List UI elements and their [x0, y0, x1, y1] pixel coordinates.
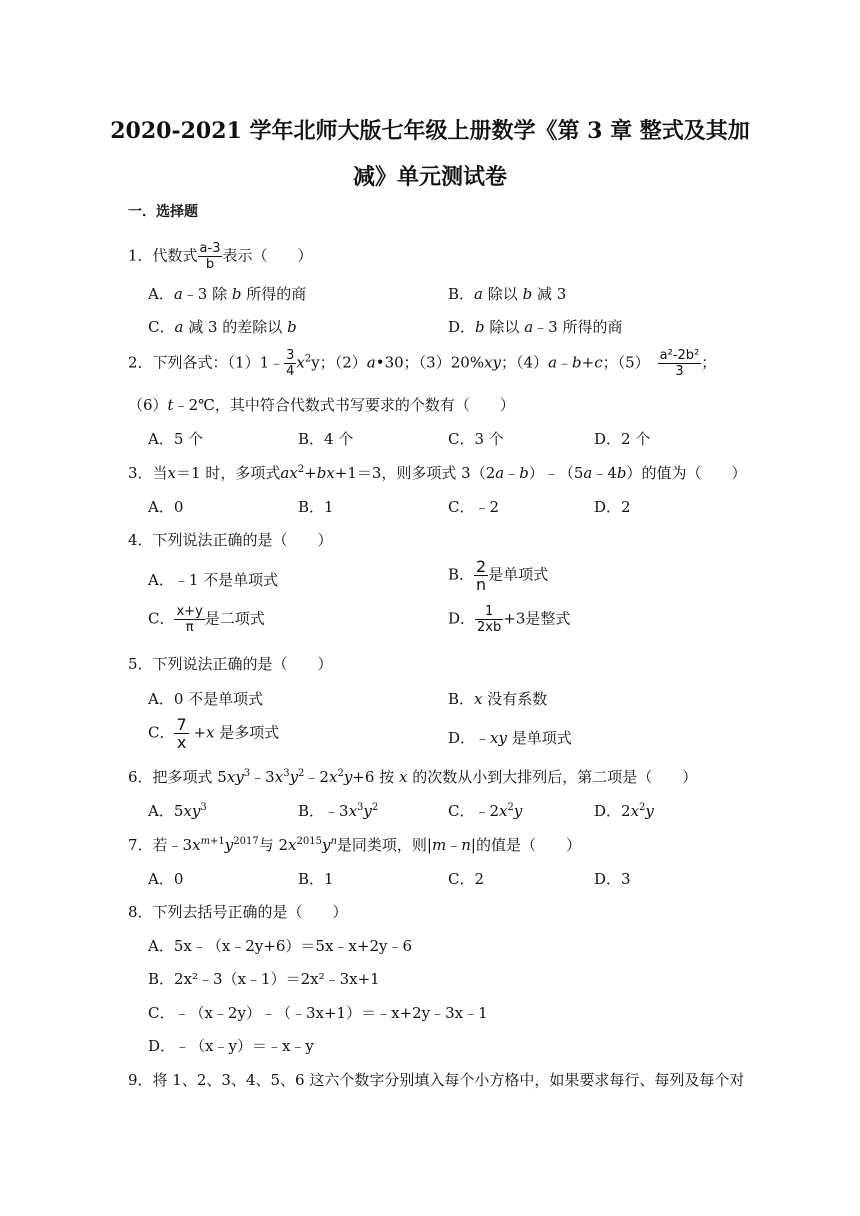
question-1-option-d: D．b 除以 a﹣3 所得的商: [448, 318, 623, 336]
question-1-option-b: B．a 除以 b 减 3: [448, 285, 567, 303]
question-6-stem: 6．把多项式 $5xy^3﹣3x^3y^2﹣2x^2y+6$ 按 x 的次数从小到大排列后，第二项是（ ）: [128, 768, 698, 786]
question-4-option-a: A．﹣1 不是单项式: [148, 571, 279, 589]
question-8-option-c: C．﹣（x﹣2y）﹣（﹣3x+1）＝﹣x+2y﹣3x﹣1: [148, 1004, 488, 1022]
question-4-stem: 4．下列说法正确的是（ ）: [128, 531, 333, 549]
section-heading: 一．选择题: [128, 204, 198, 220]
question-6-option-c: C．$﹣2x^2y$: [448, 802, 523, 820]
question-2-option-c: C．3 个: [448, 430, 504, 448]
fraction: $\frac{3}{4}$: [286, 348, 295, 379]
fraction: $\frac{1}{2xb}$: [477, 604, 502, 635]
question-8-option-d: D．﹣（x﹣y）＝﹣x﹣y: [148, 1037, 314, 1055]
question-3-stem: 3．当x＝1 时，多项式$ax^2+bx+1=3$，则多项式 3（2a﹣b）﹣（5a﹣4b）的值为（ ）: [128, 464, 747, 482]
question-3-option-b: B．1: [298, 498, 334, 516]
question-2-stem-line-2: （6）t﹣2℃，其中符合代数式书写要求的个数有（ ）: [128, 396, 515, 414]
fraction: $\frac{\text{a²-2b²}}{3}$: [659, 348, 700, 379]
question-5-option-d: D．﹣xy 是单项式: [448, 729, 572, 747]
question-6-option-a: A．$5xy^3$: [148, 802, 207, 820]
question-8-stem: 8．下列去括号正确的是（ ）: [128, 903, 348, 921]
question-3-option-a: A．0: [148, 498, 184, 516]
fraction: $\frac{7}{x}$: [176, 715, 187, 752]
question-1-option-a: A．a﹣3 除 b 所得的商: [148, 285, 307, 303]
question-6-option-b: B．$﹣3x^3y^2$: [298, 802, 379, 820]
question-2-option-a: A．5 个: [148, 430, 204, 448]
question-2-option-d: D．2 个: [594, 430, 651, 448]
question-3-option-d: D．2: [594, 498, 631, 516]
question-2-option-b: B．4 个: [298, 430, 354, 448]
question-8-option-a: A．5x﹣（x﹣2y+6）＝5x﹣x+2y﹣6: [148, 937, 413, 955]
question-3-option-c: C．﹣2: [448, 498, 500, 516]
question-2-stem: 2．下列各式：（1）1﹣ $\frac{3}{4}$ $x^2y$；（2）a•30；（3）20%xy；（4）a﹣b+c；（5） $\frac{\text{a²-2b²}}{3}$ ；: [128, 348, 717, 379]
fraction: $\frac{x+y}{\pi}$: [176, 604, 203, 635]
question-5-option-c: C． $\frac{7}{x}$ +x 是多项式: [148, 715, 280, 752]
question-5-stem: 5．下列说法正确的是（ ）: [128, 655, 333, 673]
question-5-option-a: A．0 不是单项式: [148, 690, 264, 708]
question-1-option-c: C．a 减 3 的差除以 b: [148, 318, 297, 336]
question-5-option-b: B．x 没有系数: [448, 690, 548, 708]
title-line-1: 2020-2021 学年北师大版七年级上册数学《第 3 章 整式及其加: [110, 118, 750, 144]
fraction: $\frac{a-3}{b}$: [199, 241, 221, 272]
question-8-option-b: B．2x²﹣3（x﹣1）＝2x²﹣3x+1: [148, 970, 380, 988]
question-4-option-b: B． $\frac{2}{n}$ 是单项式: [448, 557, 549, 594]
fraction: $\frac{2}{n}$: [476, 557, 487, 594]
question-1-stem: 1．代数式 $\frac{a-3}{b}$ 表示（ ）: [128, 241, 313, 272]
question-7-option-b: B．1: [298, 870, 334, 888]
question-6-option-d: D．$2x^2y$: [594, 802, 654, 820]
title-line-2: 减》单元测试卷: [352, 164, 507, 190]
question-7-stem: 7．若$﹣3x^{m+1}y^{2017}$与 $2x^{2015}y^n$是同类项，则|m﹣n|的值是（ ）: [128, 836, 581, 854]
question-7-option-d: D．3: [594, 870, 631, 888]
question-4-option-c: C． $\frac{x+y}{\pi}$ 是二项式: [148, 604, 265, 635]
question-7-option-c: C．2: [448, 870, 485, 888]
question-7-option-a: A．0: [148, 870, 184, 888]
question-4-option-d: D． $\frac{1}{2xb}$ +3是整式: [448, 604, 571, 635]
question-9-stem: 9．将 1、2、3、4、5、6 这六个数字分别填入每个小方格中，如果要求每行、每列及每个对: [128, 1071, 745, 1089]
